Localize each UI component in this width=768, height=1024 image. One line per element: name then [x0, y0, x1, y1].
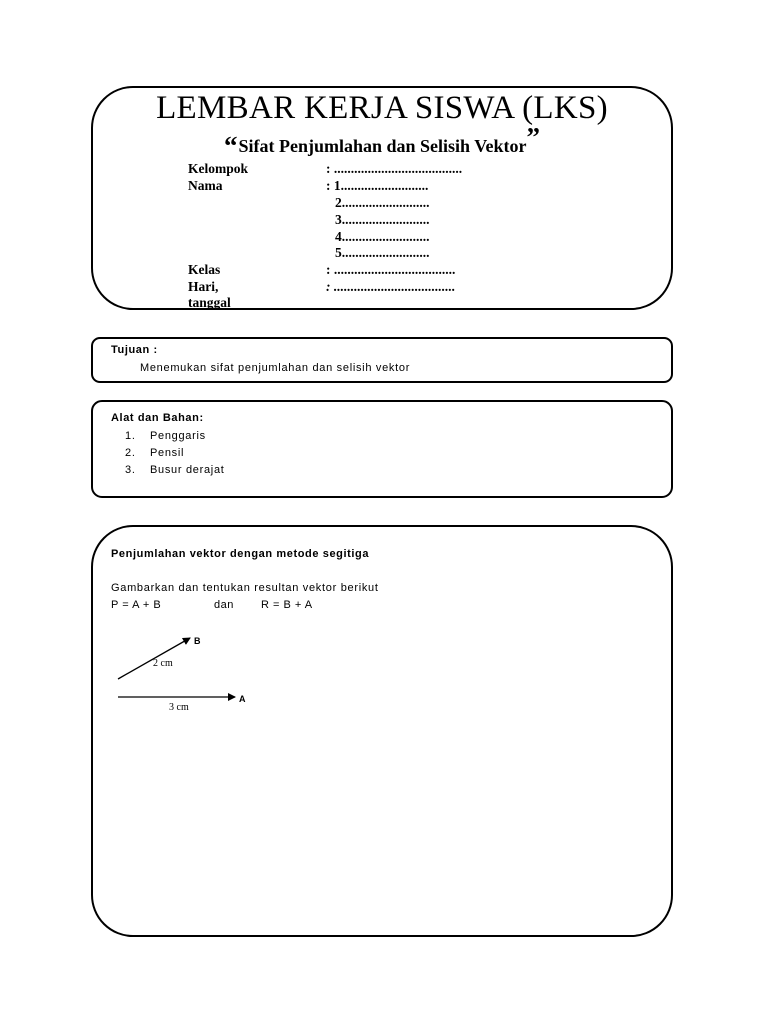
- field-value: : 1..........................: [326, 178, 429, 193]
- field-value: 5..........................: [335, 245, 430, 260]
- tujuan-heading: Tujuan :: [111, 344, 158, 356]
- vector-a-length: 3 cm: [169, 702, 189, 713]
- alat-box: [91, 400, 673, 498]
- activity-heading: Penjumlahan vektor dengan metode segitiga: [111, 548, 370, 560]
- tujuan-text: Menemukan sifat penjumlahan dan selisih vektor: [140, 362, 411, 374]
- field-value: 4..........................: [335, 229, 430, 244]
- tujuan-box: [91, 337, 673, 383]
- page-title: LEMBAR KERJA SISWA (LKS): [156, 90, 608, 126]
- list-number: 3.: [125, 464, 136, 476]
- close-quote: ”: [526, 122, 541, 152]
- equation-r: R = B + A: [261, 599, 313, 611]
- list-text: Pensil: [150, 447, 185, 459]
- page-subtitle: [93, 122, 671, 161]
- field-value: : ....................................: [326, 262, 456, 277]
- activity-instruction: Gambarkan dan tentukan resultan vektor berikut: [111, 582, 379, 594]
- list-text: Busur derajat: [150, 464, 225, 476]
- subtitle-text: Sifat Penjumlahan dan Selisih Vektor: [238, 136, 527, 156]
- field-value: 3..........................: [335, 212, 430, 227]
- header-box: [91, 86, 673, 310]
- vector-diagram: [110, 628, 260, 723]
- field-label: Kelompok: [188, 161, 249, 176]
- open-quote: “: [223, 131, 238, 161]
- field-label: Hari, tanggal: [188, 279, 231, 310]
- vector-b-length: 2 cm: [153, 658, 173, 669]
- field-value: : ......................................: [326, 161, 463, 176]
- list-text: Penggaris: [150, 430, 206, 442]
- list-number: 2.: [125, 447, 136, 459]
- field-label: Kelas: [188, 262, 221, 277]
- equation-p: P = A + B: [111, 599, 162, 611]
- equation-dan: dan: [214, 599, 234, 611]
- vector-a-label: A: [239, 694, 246, 704]
- alat-heading: Alat dan Bahan:: [111, 412, 204, 424]
- field-value: 2..........................: [335, 195, 430, 210]
- activity-box: [91, 525, 673, 937]
- list-number: 1.: [125, 430, 136, 442]
- vector-b-label: B: [194, 636, 201, 646]
- field-label: Nama: [188, 178, 223, 193]
- field-value: : ....................................: [326, 279, 456, 294]
